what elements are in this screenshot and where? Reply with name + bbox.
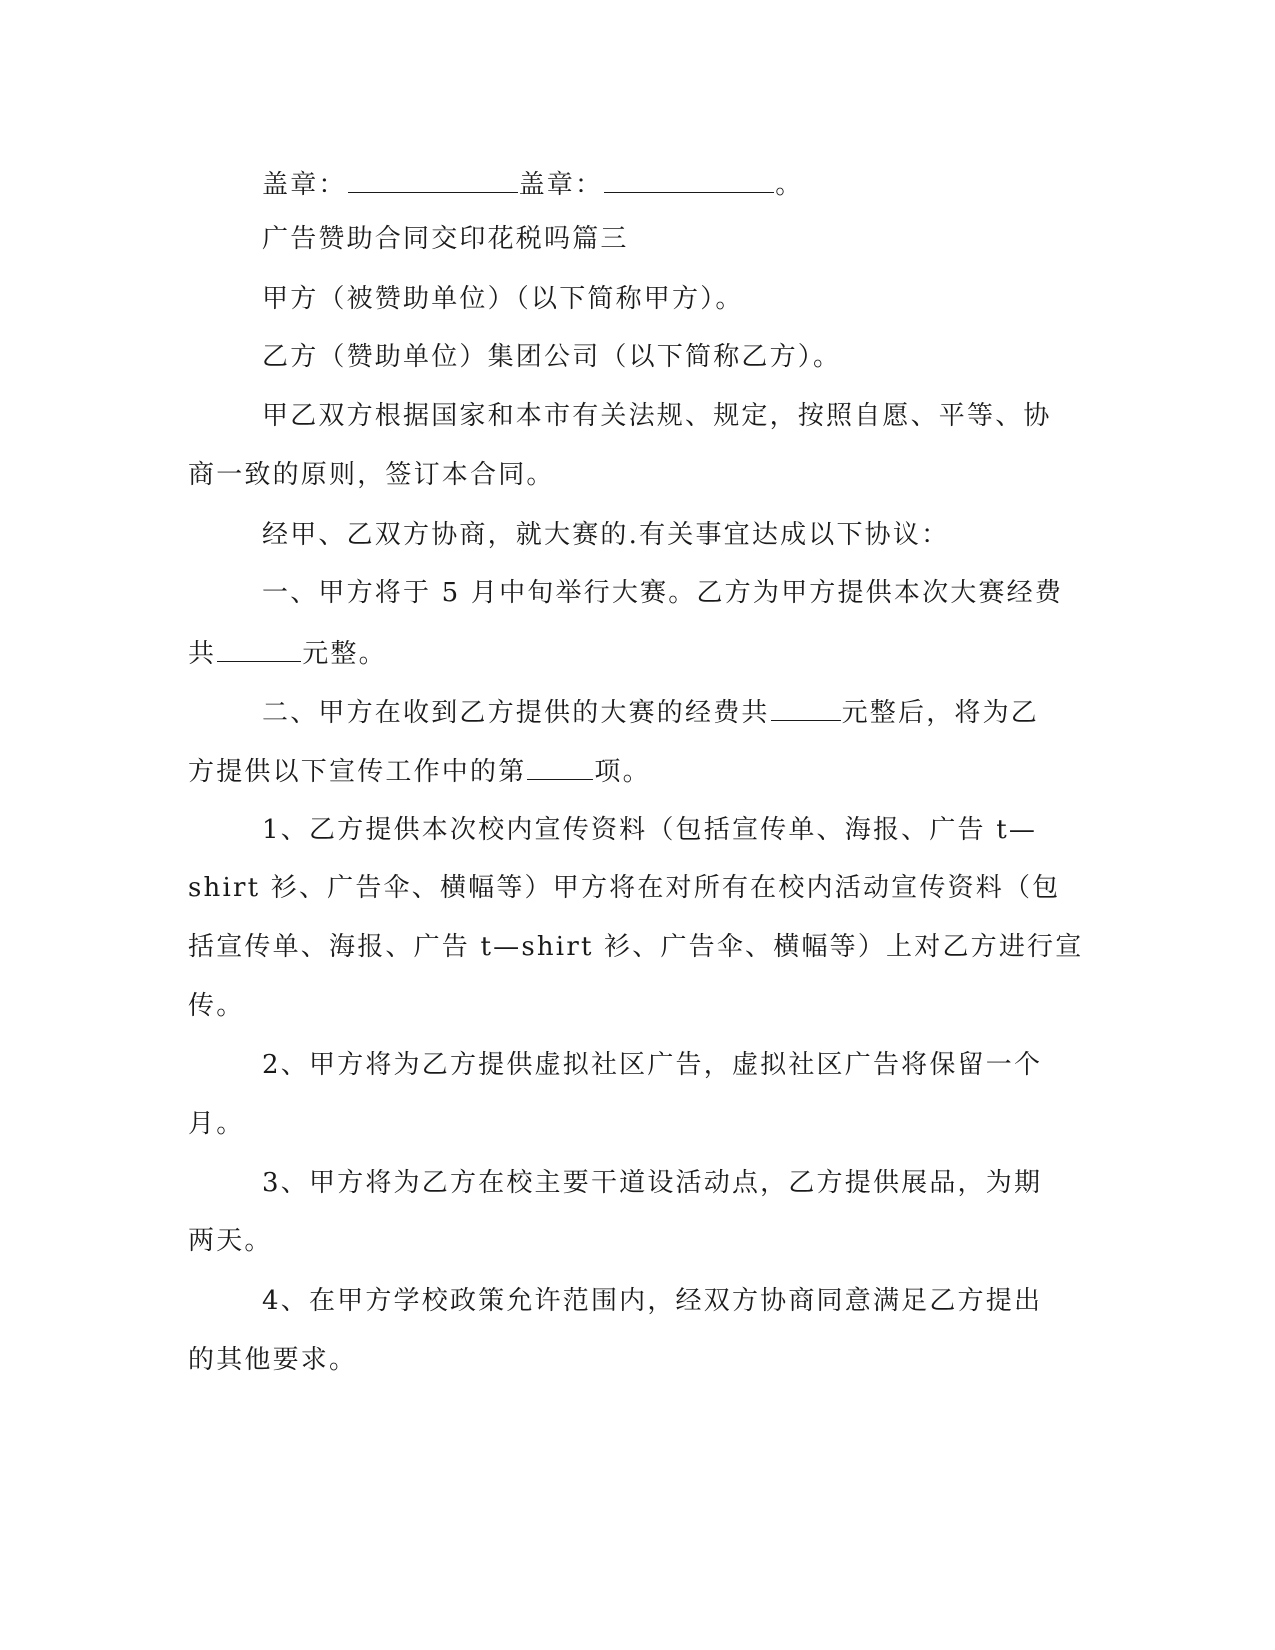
item3-line1: 3、甲方将为乙方在校主要干道设活动点，乙方提供展品，为期 [262, 1168, 1043, 1198]
item-number-blank [527, 753, 593, 780]
item2-line1: 2、甲方将为乙方提供虚拟社区广告，虚拟社区广告将保留一个 [262, 1050, 1043, 1080]
item1-line3: 括宣传单、海报、广告 t—shirt 衫、广告伞、横幅等）上对乙方进行宣 [188, 932, 1084, 962]
clause2-line1-suffix: 元整后，将为乙 [841, 698, 1040, 728]
item4-line2: 的其他要求。 [188, 1345, 358, 1375]
seal-label-b: 盖章： [518, 170, 604, 200]
section-title: 广告赞助合同交印花税吗篇三 [262, 224, 629, 254]
clause2-line1-prefix: 二、甲方在收到乙方提供的大赛的经费共 [262, 698, 770, 728]
item1-line4: 传。 [188, 991, 245, 1021]
amount-blank-2 [771, 694, 841, 721]
clause1-line2-suffix: 元整。 [302, 639, 387, 669]
amount-blank [217, 635, 301, 662]
signature-line [262, 166, 803, 202]
intro-paragraph-line2: 商一致的原则，签订本合同。 [188, 460, 555, 490]
item1-line1: 1、乙方提供本次校内宣传资料（包括宣传单、海报、广告 t— [262, 815, 1038, 845]
clause2-line2-suffix: 项。 [594, 757, 651, 787]
party-a-paragraph: 甲方（被赞助单位）（以下简称甲方）。 [262, 284, 744, 314]
item4-line1: 4、在甲方学校政策允许范围内，经双方协商同意满足乙方提出 [262, 1286, 1043, 1316]
clause2-line2-prefix: 方提供以下宣传工作中的第 [188, 757, 527, 787]
item3-line2: 两天。 [188, 1226, 273, 1256]
agreement-paragraph: 经甲、乙双方协商，就大赛的.有关事宜达成以下协议： [262, 520, 950, 550]
party-b-paragraph: 乙方（赞助单位）集团公司（以下简称乙方）。 [262, 342, 842, 372]
seal-blank-b [604, 166, 774, 193]
item1-line2: shirt 衫、广告伞、横幅等）甲方将在对所有在校内活动宣传资料（包 [188, 873, 1061, 903]
clause2-line2 [188, 753, 651, 789]
clause1-line2-prefix: 共 [188, 639, 217, 669]
seal-blank-a [348, 166, 518, 193]
intro-paragraph-line1: 甲乙双方根据国家和本市有关法规、规定，按照自愿、平等、协 [262, 401, 1052, 431]
clause2-line1 [262, 694, 1039, 730]
signature-line-end: 。 [775, 170, 804, 200]
clause1-line1: 一、甲方将于 5 月中旬举行大赛。乙方为甲方提供本次大赛经费 [262, 578, 1064, 608]
item2-line2: 月。 [188, 1109, 245, 1139]
seal-label-a: 盖章： [262, 170, 347, 200]
clause1-line2 [188, 635, 387, 671]
